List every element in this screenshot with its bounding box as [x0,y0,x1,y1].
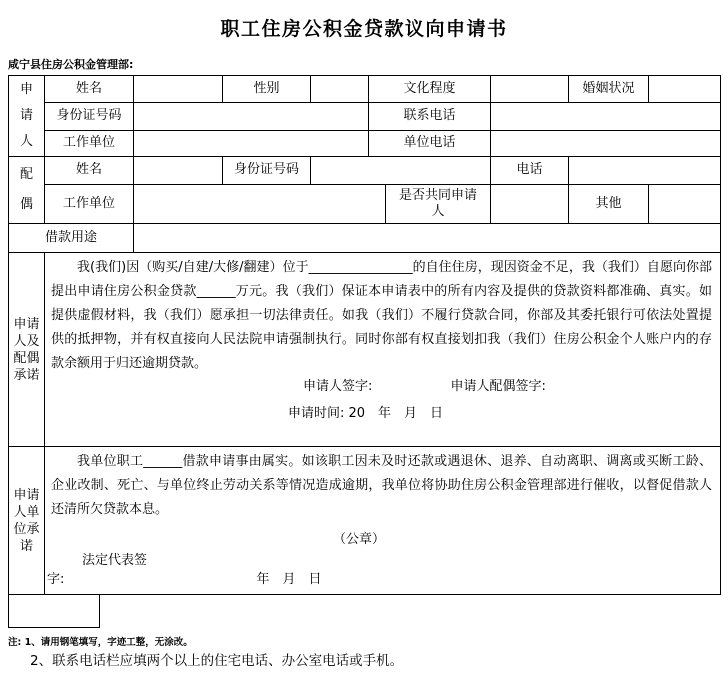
application-date-line[interactable]: 申请时间: 20 年 月 日 [288,406,444,422]
applicant-work-unit-label: 工作单位 [45,131,134,157]
employer-pledge-content [45,447,721,595]
applicant-work-unit-field[interactable] [134,131,369,157]
signature-row [45,379,720,395]
applicant-marital-label: 婚姻状况 [569,76,649,103]
applicant-id-label: 身份证号码 [45,103,134,131]
section-label-applicant [9,76,45,157]
applicant-name-field[interactable] [134,76,223,103]
page-title: 职工住房公积金贷款议向申请书 [220,18,508,40]
applicant-unit-phone-label: 单位电话 [369,131,491,157]
spouse-phone-field[interactable] [569,157,721,185]
employer-pledge-paragraph: 我单位职工______借款申请事由属实。如该职工因未及时还款或遇退休、退养、自动离职、调离或买断工龄、企业改制、死亡、与单位终止劳动关系等情况造成逾期，我单位将协助住房公积金管理部进行催收，以督促借款人还清所欠贷款本息。 [51,454,712,517]
applicant-contact-phone-field[interactable] [491,103,721,131]
section-label-applicant-pledge-text: 申请人及配偶承诺 [13,316,40,383]
footnote-1: 注: 1、请用钢笔填写，字迹工整，无涂改。 [8,637,193,648]
applicant-contact-phone-label: 联系电话 [369,103,491,131]
section-label-applicant-text: 申请人 [19,82,33,149]
spouse-other-field[interactable] [649,185,721,224]
applicant-education-label: 文化程度 [369,76,491,103]
application-form-table [8,75,721,595]
spouse-work-unit-field[interactable] [134,185,386,224]
applicant-gender-field[interactable] [311,76,369,103]
applicant-pledge-paragraph: 我(我们)因（购买/自建/大修/翻建）位于________________的自住住房，现因资金不足，我（我们）自愿向你部提出申请住房公积金贷款______万元。我（我们）保证本申请表中的所有内容及提供的贷款资料都准确、真实。如提供虚假材料，我（我们）愿承担一切法律责任。如我（我们）不履行贷款合同，你部及其委托银行可依法处置提供的抵押物，并有权直接向人民法院申请强制执行。同时你部有权直接划扣我（我们）住房公积金个人账户内的存款余额用于归还逾期贷款。 [51,260,712,371]
section-label-spouse-text: 配偶 [19,167,33,212]
applicant-signature-label[interactable]: 申请人签字: [303,379,373,394]
applicant-name-label: 姓名 [45,76,134,103]
spouse-signature-label[interactable]: 申请人配偶签字: [450,379,546,394]
section-label-employer-pledge-text: 申请人单位承诺 [13,487,40,554]
section-label-spouse [9,157,45,224]
legal-representative-label-line1: 法定代表签 [82,553,148,569]
official-seal-placeholder: （公章） [333,532,386,547]
applicant-id-field[interactable] [134,103,369,131]
legal-representative-signature-row [45,572,720,588]
loan-purpose-label: 借款用途 [9,224,134,253]
applicant-education-field[interactable] [491,76,569,103]
spouse-work-unit-label: 工作单位 [45,185,134,224]
spouse-co-applicant-field[interactable] [491,185,569,224]
applicant-pledge-content [45,253,721,447]
legal-representative-label-line2[interactable]: 字: [47,571,65,587]
table-bottom-stub-cell [8,594,100,628]
loan-purpose-field[interactable] [134,224,721,253]
spouse-phone-label: 电话 [491,157,569,185]
section-label-employer-pledge [9,447,45,595]
spouse-id-label: 身份证号码 [223,157,311,185]
spouse-other-label: 其他 [569,185,649,224]
applicant-unit-phone-field[interactable] [491,131,721,157]
footnote-2: 2、联系电话栏应填两个以上的住宅电话、办公室电话或手机。 [30,653,404,669]
spouse-co-applicant-label: 是否共同申请人 [386,185,491,224]
recipient-line: 咸宁县住房公积金管理部: [8,58,134,71]
spouse-id-field[interactable] [311,157,491,185]
spouse-name-label: 姓名 [45,157,134,185]
employer-date-line[interactable]: 年 月 日 [256,571,322,587]
spouse-name-field[interactable] [134,157,223,185]
section-label-applicant-pledge [9,253,45,447]
applicant-gender-label: 性别 [223,76,311,103]
applicant-marital-field[interactable] [649,76,721,103]
